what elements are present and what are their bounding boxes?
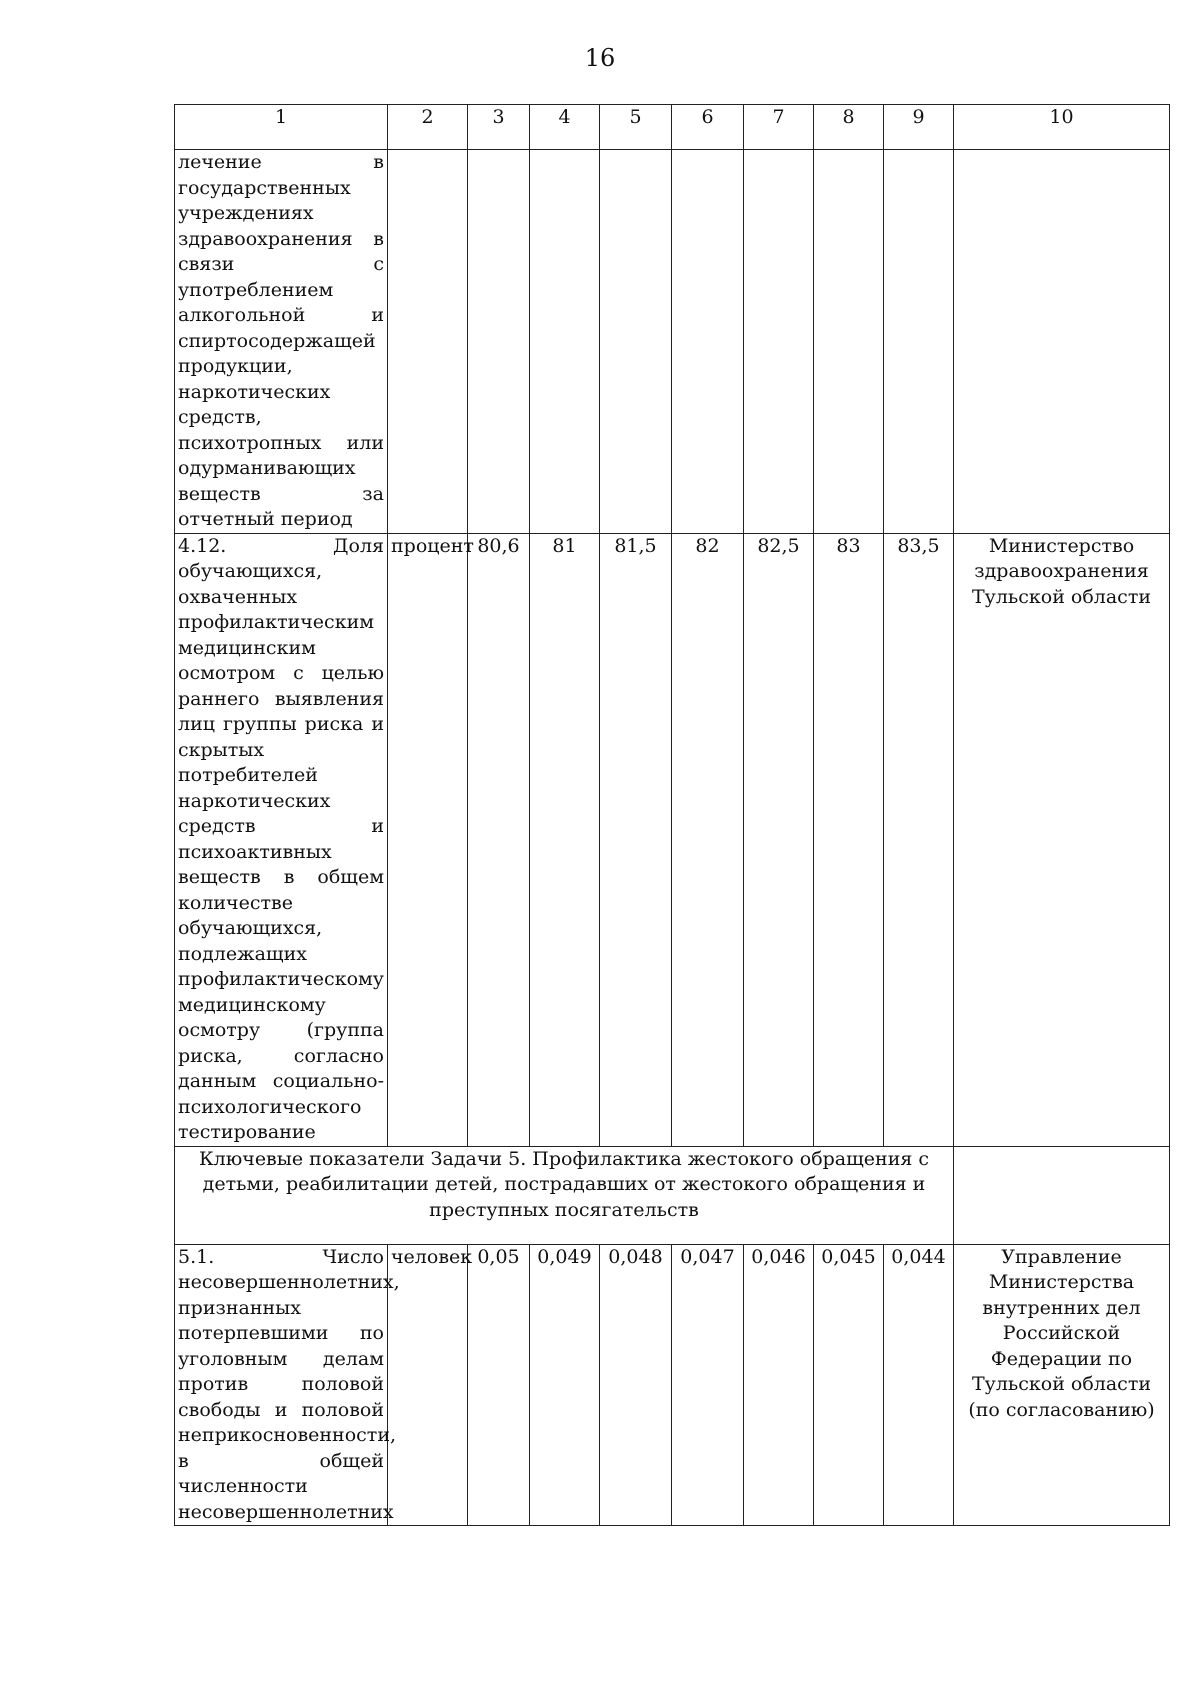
value-cell: 0,049 — [530, 1244, 600, 1526]
value-cell: 0,046 — [744, 1244, 814, 1526]
value-cell — [468, 150, 530, 534]
indicator-cell: лечение в государственных учреждениях здравоохранения в связи с употреблением алкогольной и спиртосодержащей продукции, наркотических средств, психотропных или одурманивающих веществ за отчетный период — [175, 150, 388, 534]
value-cell: 0,048 — [600, 1244, 672, 1526]
page-number: 16 — [584, 44, 616, 72]
unit-cell: человек — [388, 1244, 468, 1526]
indicator-cell: 5.1. Число несовершеннолетних, признанных потерпевшими по уголовным делам против половой свободы и половой неприкосновенности, в общей численности несовершеннолетних — [175, 1244, 388, 1526]
value-cell — [814, 150, 884, 534]
value-cell — [884, 150, 954, 534]
value-cell: 81 — [530, 533, 600, 1146]
header-cell: 3 — [468, 105, 530, 150]
value-cell — [600, 150, 672, 534]
value-cell: 83,5 — [884, 533, 954, 1146]
table-row — [175, 533, 1170, 1146]
value-cell: 0,047 — [672, 1244, 744, 1526]
indicators-table — [174, 104, 1170, 1526]
value-cell — [672, 150, 744, 534]
value-cell: 83 — [814, 533, 884, 1146]
responsible-cell — [954, 1146, 1170, 1244]
header-cell: 8 — [814, 105, 884, 150]
responsible-cell — [954, 150, 1170, 534]
header-cell: 10 — [954, 105, 1170, 150]
value-cell: 82,5 — [744, 533, 814, 1146]
responsible-cell: Министерство здравоохранения Тульской области — [954, 533, 1170, 1146]
section-header-row — [175, 1146, 1170, 1244]
value-cell: 0,045 — [814, 1244, 884, 1526]
header-cell: 4 — [530, 105, 600, 150]
header-cell: 2 — [388, 105, 468, 150]
indicator-cell: 4.12. Доля обучающихся, охваченных профилактическим медицинским осмотром с целью раннего выявления лиц группы риска и скрытых потребителей наркотических средств и психоактивных веществ в общем количестве обучающихся, подлежащих профилактическому медицинскому осмотру (группа риска, согласно данным социально-психологического тестирование — [175, 533, 388, 1146]
section-title: Ключевые показатели Задачи 5. Профилактика жестокого обращения с детьми, реабилитации детей, пострадавших от жестокого обращения и преступных посягательств — [175, 1146, 954, 1244]
header-cell: 6 — [672, 105, 744, 150]
value-cell: 80,6 — [468, 533, 530, 1146]
value-cell — [530, 150, 600, 534]
header-cell: 9 — [884, 105, 954, 150]
value-cell: 0,044 — [884, 1244, 954, 1526]
value-cell: 81,5 — [600, 533, 672, 1146]
unit-cell: процент — [388, 533, 468, 1146]
header-cell: 1 — [175, 105, 388, 150]
table-header-row — [175, 105, 1170, 150]
value-cell: 82 — [672, 533, 744, 1146]
unit-cell — [388, 150, 468, 534]
value-cell — [744, 150, 814, 534]
table-row — [175, 150, 1170, 534]
header-cell: 7 — [744, 105, 814, 150]
table-row — [175, 1244, 1170, 1526]
value-cell: 0,05 — [468, 1244, 530, 1526]
responsible-cell: Управление Министерства внутренних дел Российской Федерации по Тульской области (по согласованию) — [954, 1244, 1170, 1526]
header-cell: 5 — [600, 105, 672, 150]
